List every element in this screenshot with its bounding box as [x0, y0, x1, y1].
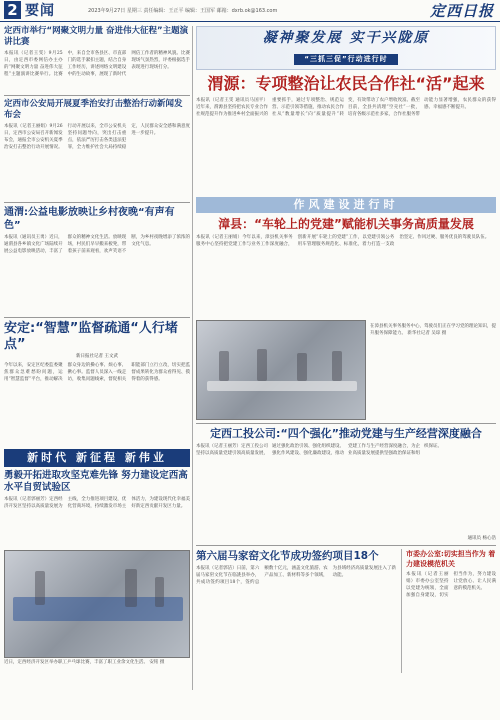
article-body: 本报讯（通讯员王勇）近日，通渭县各乡镇文化广场陆续开展公益电影放映活动，丰富了群众的精神文化生活。放映现场，村民们早早搬来板凳，带着孩子前来观看，欢声笑语不断，为乡村夜晚增添了浓浓的文化气息。: [4, 235, 190, 254]
headline: 漳县：“车轮上的党建”赋能机关事务高质量发展: [218, 217, 474, 231]
divider: [4, 95, 190, 96]
headline: 定西市公安局开展夏季治安打击整治行动新闻发布会: [4, 99, 183, 120]
headline: 通渭:公益电影放映让乡村夜晚“有声有色”: [4, 207, 175, 231]
section-title: 要闻: [25, 3, 55, 19]
campaign-subtitle: “三抓三促”行动进行时: [294, 54, 397, 65]
newspaper-logo: 定西日报: [429, 2, 494, 20]
headline: 定西工投公司:“四个强化”推动党建与生产经营深度融合: [210, 427, 482, 440]
article-body: 今年以来，安定区纪委监委聚焦群众急难愁盼问题，运用“智慧监督”平台，推动解决群众身边的操心事、烦心事、揪心事。监督人员深入一线走访，收集问题线索，督促相关职能部门立行立改，切实把监督成果转化为群众看得见、摸得着的获得感。: [4, 363, 190, 382]
headline: 第六届马家窑文化节成功签约项目18个: [196, 550, 379, 562]
campaign-slogan: 凝神聚发展 实干兴陇原: [262, 30, 430, 46]
left-column: [4, 26, 190, 667]
byline: 通讯员 杨心浩: [467, 536, 496, 541]
campaign-banner: [196, 26, 496, 70]
article-free-trade: [4, 470, 190, 546]
photo-caption: 近日，定西经济开发区举办职工乒乓球比赛，丰富了职工业余文化生活。 安铭 摄: [4, 660, 165, 665]
article-body: 本报讯（记者王丽娟）今年以来，漳县机关事务服务中心坚持把党建工作与业务工作深度融合，创新开展“车轮上的党建”工作，以党建引领公务用车管理服务规范化、标准化，着力打造一支政治坚定、作风过硬、服务优良的驾驶员队伍。: [196, 235, 490, 247]
article-body: 本报讯（记者郭洁）日前，第六届马家窑文化节在临洮县举办，共成功签约项目18个，签约总额数十亿元，涵盖文化旅游、农产品加工、新材料等多个领域，为县域经济高质量发展注入了新动能。: [196, 566, 396, 585]
article-body: 本报讯（记者王丽娟）9月26日，定西市公安局召开新闻发布会，通报全市公安机关夏季治安打击整治行动开展情况。行动开展以来，全市公安机关坚持问题导向，突出打击重点，依法严厉打击各类违法犯罪，全力维护社会大局持续稳定，人民群众安全感和满意度进一步提升。: [4, 124, 190, 150]
headline: 渭源：专项整治让农民合作社“活”起来: [207, 74, 485, 93]
photo-caption: 在漳县机关事务服务中心，驾驶员们正在学习党的理论知识，提升服务保障能力。 新华社记者 吴琼 摄: [370, 324, 496, 336]
headline: 定西市举行“网聚文明力量 奋进伟大征程”主题演讲比赛: [4, 26, 189, 47]
article-body: 本报讯（记者郭丽芳）定西经济开发区坚持以高质量发展为主线，全力推进项目建设，优化营商环境，持续激发市场主体活力，为建设现代化幸福美好新定西贡献开发区力量。: [4, 497, 190, 509]
divider: [4, 317, 190, 318]
issue-meta: 2023年9月27日 星期三 责任编辑：王正平 编辑：王国军 邮箱：dxrb.ok@163.com: [88, 8, 278, 14]
article-police-press: [4, 99, 190, 199]
article-majiayao: [196, 549, 396, 673]
headline: 安定:“智慧”监督疏通“人行堵点”: [4, 321, 178, 352]
article-weiyuan-coop: [196, 73, 496, 197]
right-column: [196, 26, 496, 673]
article-tongwei-film: [4, 206, 190, 314]
divider: [196, 423, 496, 424]
divider: [4, 202, 190, 203]
article-anding-supervision: [4, 321, 190, 446]
byline: 新日报社记者 王文武: [76, 354, 118, 359]
article-gongtou: [196, 427, 496, 542]
table-tennis-photo: [4, 550, 190, 658]
headline: 市委办公室:切实担当作为 着力建设模范机关: [406, 550, 496, 568]
headline: 勇毅开拓进取攻坚克难先锋 努力建设定西高水平自贸试验区: [4, 470, 188, 493]
article-body: 本报讯（记者王雯 通讯员马国平）近年来，渭源县坚持把农民专业合作社规范提升作为推进乡村全面振兴的重要抓手，通过专项整治、规范运营、示范引领等措施，推动农民合作社从“数量增长”向“质量提升”转变，有效带动了农户增收致富。截至目前，全县共清理“空壳社”一批，培育各级示范社多家，合作社服务带动能力显著增强，农民群众的获得感、幸福感不断提升。: [196, 98, 496, 117]
article-body: 本报讯（记者王丽芳）定西工投公司坚持以高质量党建引领高质量发展，通过强化政治引领、强化组织建设、强化作风建设、强化廉政建设，推动党建工作与生产经营深度融合，为企业高质量发展提供坚强政治保证和组织保证。: [196, 444, 442, 456]
article-body: 本报讯（记者王丽娟）市委办公室坚持以党建为统领，全面加强自身建设，切实担当作为，努力建设让党放心、让人民满意的模范机关。: [406, 572, 496, 598]
work-style-banner: 作风建设进行时: [196, 197, 496, 213]
article-civilization-speech: [4, 26, 190, 92]
divider: [196, 545, 496, 546]
article-party-office: [401, 549, 496, 673]
meeting-photo: [196, 320, 366, 420]
page-number: 2: [4, 1, 21, 19]
slogan-banner: 新时代 新征程 新伟业: [4, 449, 190, 467]
masthead: [0, 0, 500, 22]
article-zhangxian-party: [196, 216, 496, 420]
column-divider: [192, 26, 193, 690]
article-body: 本报讯（记者王雯）9月25日，由定西市委网信办主办的“网聚文明力量 奋进伟大征程”主题演讲比赛举行。比赛中，来自全市各县区、市直部门的选手紧扣主题，结合自身工作经历，讲述网络文明建设中的生动故事，展现了新时代网信工作者的精神风貌。比赛现场气氛热烈，评委根据选手表现进行现场打分。: [4, 51, 190, 77]
